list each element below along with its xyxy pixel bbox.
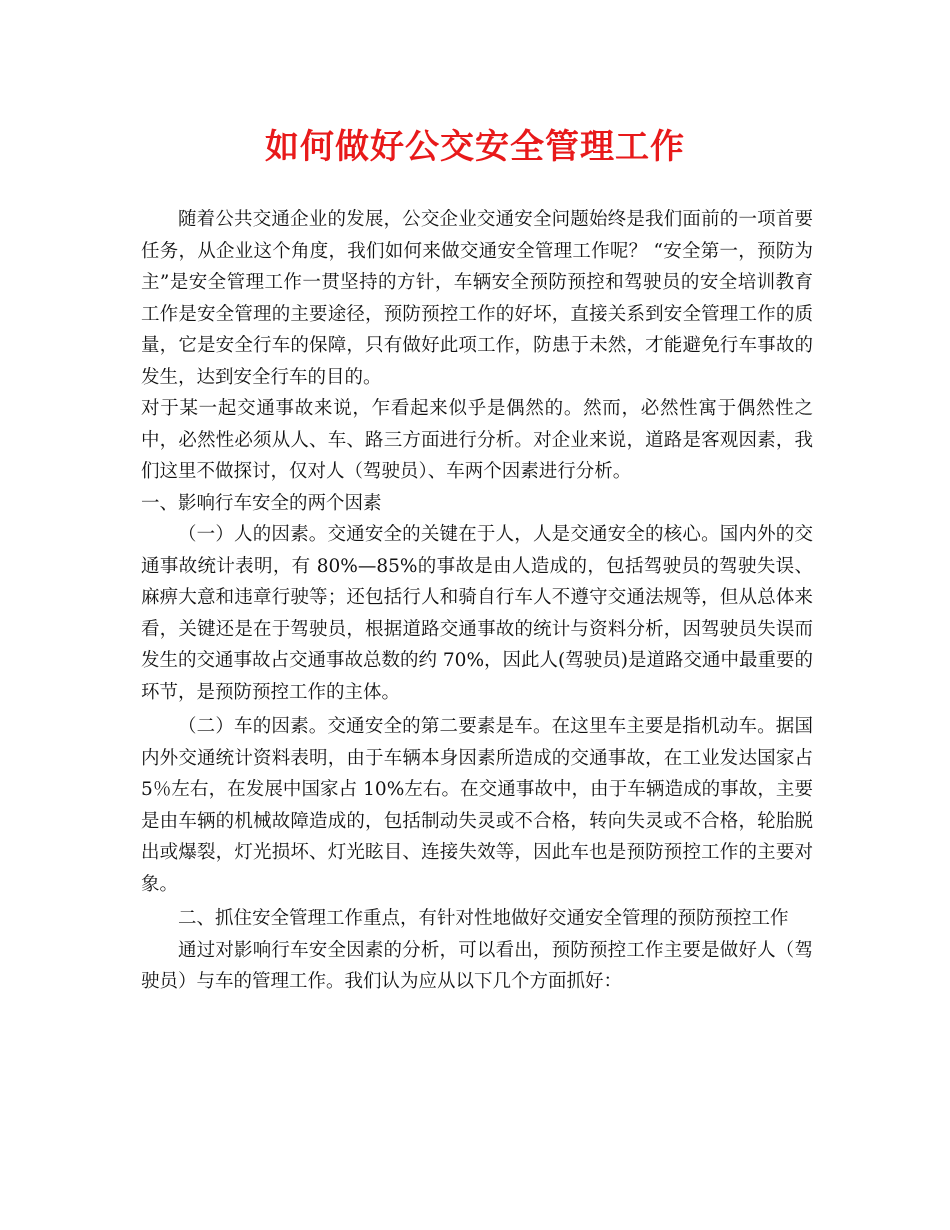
paragraph-human-factor: （一）人的因素。交通安全的关键在于人，人是交通安全的核心。国内外的交通事故统计表明，有 80%—85%的事故是由人造成的，包括驾驶员的驾驶失误、麻痹大意和违章行驶等；还包括行人和骑自行车人不遵守交通法规等，但从总体来看，关键还是在于驾驶员，根据道路交通事故的统计与资料分析，因驾驶员失误而发生的交通事故占交通事故总数的约 70%，因此人(驾驶员)是道路交通中最重要的环节，是预防预控工作的主体。 [141,524,813,703]
paragraph-intro: 随着公共交通企业的发展，公交企业交通安全问题始终是我们面前的一项首要任务，从企业这个角度，我们如何来做交通安全管理工作呢？ “安全第一，预防为主”是安全管理工作一贯坚持的方针，车辆安全预防预控和驾驶员的安全培训教育工作是安全管理的主要途径，预防预控工作的好坏，直接关系到安全管理工作的质量，它是安全行车的保障，只有做好此项工作，防患于未然，才能避免行车事故的发生，达到安全行车的目的。 [141,209,813,388]
paragraph-conclusion: 通过对影响行车安全因素的分析，可以看出，预防预控工作主要是做好人（驾驶员）与车的管理工作。我们认为应从以下几个方面抓好： [141,939,813,992]
document-title: 如何做好公交安全管理工作 [265,127,685,167]
section-heading-1: 一、影响行车安全的两个因素 [141,492,382,514]
paragraph-analysis: 对于某一起交通事故来说，乍看起来似乎是偶然的。然而，必然性寓于偶然性之中，必然性必须从人、车、路三方面进行分析。对企业来说，道路是客观因素，我们这里不做探讨，仅对人（驾驶员）、车两个因素进行分析。 [141,398,813,482]
section-heading-2: 二、抓住安全管理工作重点，有针对性地做好交通安全管理的预防预控工作 [178,908,789,929]
document-body [141,204,813,998]
paragraph-vehicle-factor: （二）车的因素。交通安全的第二要素是车。在这里车主要是指机动车。据国内外交通统计资料表明，由于车辆本身因素所造成的交通事故，在工业发达国家占 5％左右，在发展中国家占 10%左右。在交通事故中，由于车辆造成的事故，主要是由车辆的机械故障造成的，包括制动失灵或不合格，转向失灵或不合格，轮胎脱出或爆裂，灯光损坏、灯光眩目、连接失效等，因此车也是预防预控工作的主要对象。 [141,716,813,895]
